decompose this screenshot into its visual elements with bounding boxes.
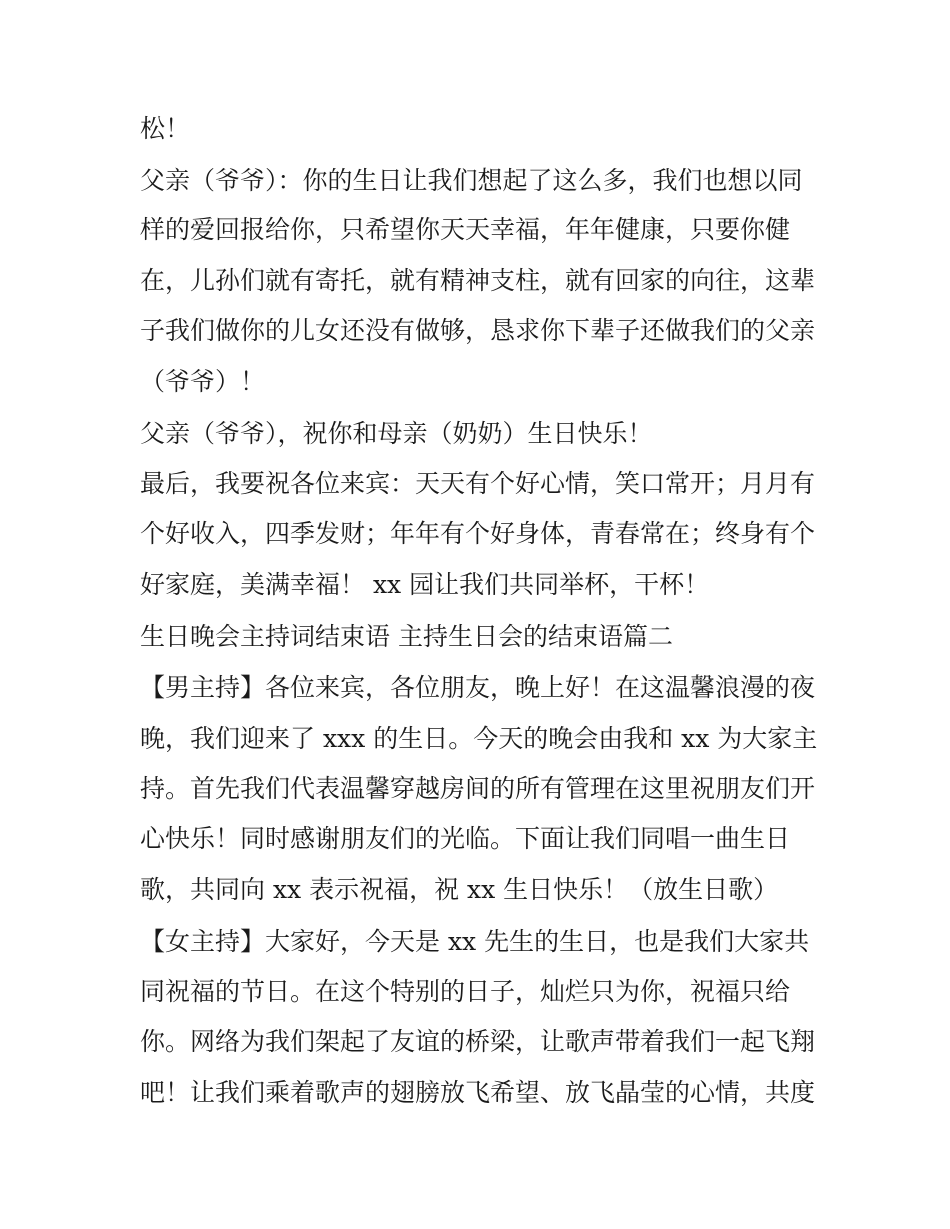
text-line: 好家庭，美满幸福！ xx 园让我们共同举杯，干杯！ — [140, 570, 710, 599]
text-line: 同祝福的节日。在这个特别的日子，灿烂只为你，祝福只给 — [140, 977, 791, 1006]
text-line: （爷爷）！ — [140, 367, 266, 396]
text-line: 在，儿孙们就有寄托，就有精神支柱，就有回家的向往，这辈 — [140, 266, 816, 295]
text-line: 最后，我要祝各位来宾：天天有个好心情，笑口常开；月月有 — [140, 469, 816, 498]
text-line: 心快乐！同时感谢朋友们的光临。下面让我们同唱一曲生日 — [140, 824, 791, 853]
text-line: 【女主持】大家好，今天是 xx 先生的生日，也是我们大家共 — [140, 927, 810, 956]
text-line: 子我们做你的儿女还没有做够，恳求你下辈子还做我们的父亲 — [140, 316, 816, 345]
section-heading: 生日晚会主持词结束语 主持生日会的结束语篇二 — [140, 622, 673, 651]
text-line: 样的爱回报给你，只希望你天天幸福，年年健康，只要你健 — [140, 215, 791, 244]
text-line: 父亲（爷爷）：你的生日让我们想起了这么多，我们也想以同 — [140, 166, 803, 195]
text-line: 持。首先我们代表温馨穿越房间的所有管理在这里祝朋友们开 — [140, 774, 816, 803]
text-line: 个好收入，四季发财；年年有个好身体，青春常在；终身有个 — [140, 519, 816, 548]
text-line: 松！ — [140, 114, 191, 143]
text-line: 晚，我们迎来了 xxx 的生日。今天的晚会由我和 xx 为大家主 — [140, 724, 818, 753]
text-line: 父亲（爷爷），祝你和母亲（奶奶）生日快乐！ — [140, 419, 653, 448]
text-line: 【男主持】各位来宾，各位朋友，晚上好！在这温馨浪漫的夜 — [140, 673, 816, 702]
text-line: 你。网络为我们架起了友谊的桥梁，让歌声带着我们一起飞翔 — [140, 1027, 816, 1056]
text-line: 吧！让我们乘着歌声的翅膀放飞希望、放飞晶莹的心情，共度 — [140, 1078, 816, 1107]
text-line: 歌，共同向 xx 表示祝福，祝 xx 生日快乐！（放生日歌） — [140, 875, 779, 904]
